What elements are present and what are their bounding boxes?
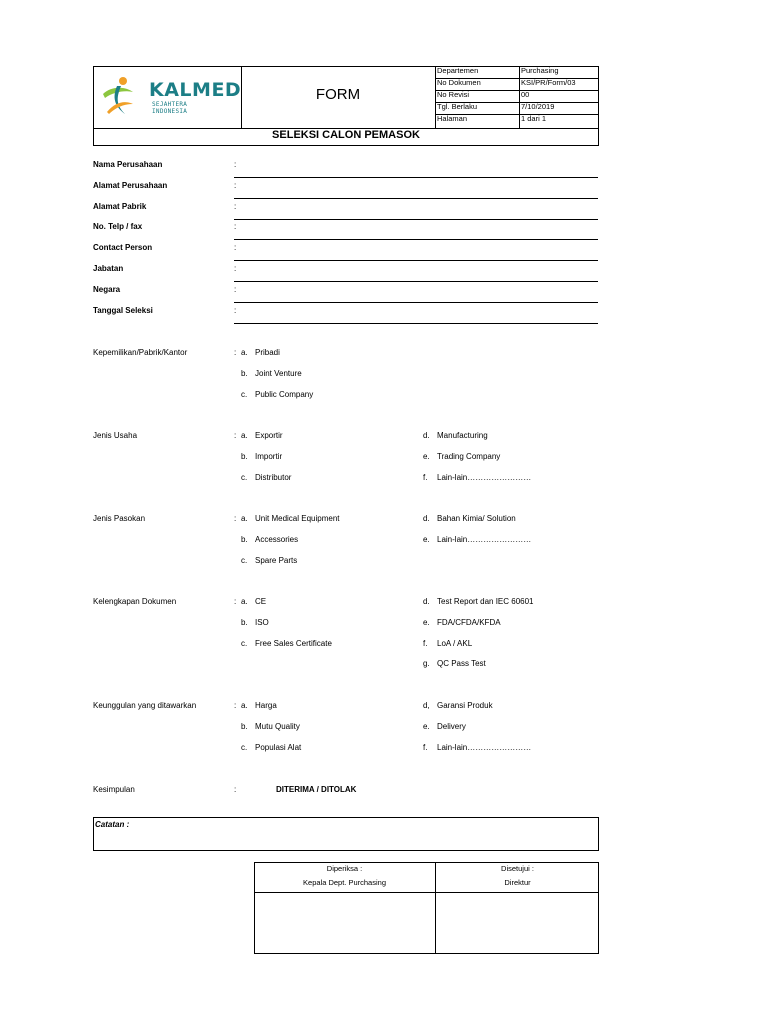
option-letter: d. bbox=[423, 514, 430, 523]
meta-value: 7/10/2019 bbox=[521, 102, 555, 111]
option-text[interactable]: Populasi Alat bbox=[255, 742, 302, 752]
option-letter: c. bbox=[241, 389, 248, 399]
section-sep: : bbox=[234, 348, 237, 357]
option-letter: e. bbox=[423, 617, 430, 627]
option-text[interactable]: Public Company bbox=[255, 389, 314, 399]
meta-value: 00 bbox=[521, 90, 530, 99]
conclusion-label: Kesimpulan bbox=[93, 785, 135, 794]
field-input-line[interactable] bbox=[234, 177, 598, 178]
meta-label: Halaman bbox=[437, 114, 468, 123]
option-letter: a. bbox=[241, 701, 248, 710]
option-letter: a. bbox=[241, 348, 248, 357]
section-sep: : bbox=[234, 701, 237, 710]
form-subtitle: SELEKSI CALON PEMASOK bbox=[272, 129, 420, 141]
section-label-kepemilikan: Kepemilikan/Pabrik/Kantor bbox=[93, 348, 188, 357]
meta-value: KSI/PR/Form/03 bbox=[521, 78, 576, 87]
option-letter: d, bbox=[423, 701, 430, 710]
form-title: FORM bbox=[315, 86, 361, 103]
option-text[interactable]: Manufacturing bbox=[437, 431, 488, 440]
field-sep: : bbox=[234, 284, 237, 294]
header-divider-meta-col bbox=[519, 66, 520, 129]
option-letter: e. bbox=[423, 451, 430, 461]
option-text[interactable]: Lain-lain…………………… bbox=[437, 742, 532, 752]
field-sep: : bbox=[234, 305, 237, 315]
option-text[interactable]: Lain-lain…………………… bbox=[437, 472, 532, 482]
option-text[interactable]: Importir bbox=[255, 451, 283, 461]
checked-title: Diperiksa : bbox=[326, 864, 363, 873]
option-letter: b. bbox=[241, 451, 248, 461]
checked-role: Kepala Dept. Purchasing bbox=[303, 878, 386, 887]
option-text[interactable]: FDA/CFDA/KFDA bbox=[437, 617, 501, 627]
option-text[interactable]: Spare Parts bbox=[255, 555, 298, 565]
option-letter: d. bbox=[423, 597, 430, 606]
checked-signature-area[interactable] bbox=[255, 893, 434, 953]
field-label: Jabatan bbox=[93, 264, 124, 273]
field-label: Contact Person bbox=[93, 243, 153, 253]
company-logo bbox=[97, 70, 242, 120]
option-text[interactable]: Accessories bbox=[255, 534, 299, 544]
option-text[interactable]: Delivery bbox=[437, 721, 466, 731]
field-sep: : bbox=[234, 160, 237, 169]
option-letter: b. bbox=[241, 617, 248, 627]
section-sep: : bbox=[234, 514, 237, 523]
field-sep: : bbox=[234, 222, 237, 232]
option-letter: f. bbox=[423, 472, 428, 482]
conclusion-value[interactable]: DITERIMA / DITOLAK bbox=[276, 785, 357, 794]
option-text[interactable]: Garansi Produk bbox=[437, 701, 493, 710]
option-letter: d. bbox=[423, 431, 430, 440]
approval-divider bbox=[435, 862, 436, 954]
option-text[interactable]: Trading Company bbox=[437, 451, 501, 461]
field-sep: : bbox=[234, 264, 237, 273]
option-letter: a. bbox=[241, 431, 248, 440]
option-letter: c. bbox=[241, 742, 248, 752]
option-letter: a. bbox=[241, 597, 248, 606]
option-letter: f. bbox=[423, 638, 428, 648]
field-label: Alamat Perusahaan bbox=[93, 180, 168, 190]
section-label-keunggulan: Keunggulan yang ditawarkan bbox=[93, 701, 197, 710]
meta-label: No Revisi bbox=[437, 90, 470, 99]
option-text[interactable]: Lain-lain…………………… bbox=[437, 534, 532, 544]
section-label-kelengkapan: Kelengkapan Dokumen bbox=[93, 597, 177, 606]
field-input-line[interactable] bbox=[234, 219, 598, 220]
approved-signature-area[interactable] bbox=[437, 893, 598, 953]
approved-title: Disetujui : bbox=[501, 864, 534, 873]
option-letter: b. bbox=[241, 721, 248, 731]
field-sep: : bbox=[234, 201, 237, 211]
option-text[interactable]: Mutu Quality bbox=[255, 721, 300, 731]
option-text[interactable]: ISO bbox=[255, 617, 269, 627]
field-label: No. Telp / fax bbox=[93, 222, 143, 232]
option-letter: g. bbox=[423, 659, 430, 669]
option-letter: a. bbox=[241, 514, 248, 523]
meta-label: Tgl. Berlaku bbox=[437, 102, 478, 111]
option-text[interactable]: Exportir bbox=[255, 431, 283, 440]
logo-figure-icon bbox=[99, 72, 137, 118]
option-letter: e. bbox=[423, 534, 430, 544]
option-text[interactable]: Pribadi bbox=[255, 348, 280, 357]
field-label: Alamat Pabrik bbox=[93, 201, 147, 211]
option-letter: c. bbox=[241, 638, 248, 648]
field-input-line[interactable] bbox=[234, 239, 598, 240]
field-label: Negara bbox=[93, 284, 121, 294]
option-letter: e. bbox=[423, 721, 430, 731]
meta-label: No Dokumen bbox=[437, 78, 481, 87]
approved-role: Direktur bbox=[504, 878, 531, 887]
field-label: Nama Perusahaan bbox=[93, 160, 163, 169]
meta-value: 1 dari 1 bbox=[521, 114, 547, 123]
option-text[interactable]: Harga bbox=[255, 701, 277, 710]
option-text[interactable]: QC Pass Test bbox=[437, 659, 486, 669]
option-text[interactable]: Unit Medical Equipment bbox=[255, 514, 340, 523]
option-text[interactable]: Joint Venture bbox=[255, 368, 302, 378]
option-letter: c. bbox=[241, 555, 248, 565]
notes-box[interactable] bbox=[93, 817, 599, 851]
option-letter: c. bbox=[241, 472, 248, 482]
option-text[interactable]: Free Sales Certificate bbox=[255, 638, 332, 648]
option-text[interactable]: Distributor bbox=[255, 472, 292, 482]
option-text[interactable]: Bahan Kimia/ Solution bbox=[437, 514, 516, 523]
option-text[interactable]: CE bbox=[255, 597, 267, 606]
section-label-jenis-usaha: Jenis Usaha bbox=[93, 431, 138, 440]
section-sep: : bbox=[234, 597, 237, 606]
option-letter: b. bbox=[241, 368, 248, 378]
notes-label: Catatan : bbox=[95, 820, 130, 829]
option-text[interactable]: Test Report dan IEC 60601 bbox=[437, 597, 534, 606]
conclusion-sep: : bbox=[234, 785, 237, 794]
logo-company-sub: SEJAHTERA INDONESIA bbox=[152, 101, 188, 115]
logo-company-name: KALMED bbox=[149, 79, 242, 101]
option-letter: b. bbox=[241, 534, 248, 544]
field-input-line[interactable] bbox=[234, 198, 598, 199]
field-input-line[interactable] bbox=[234, 260, 598, 261]
field-label: Tanggal Seleksi bbox=[93, 305, 153, 315]
header-divider-meta bbox=[435, 66, 436, 129]
field-input-line[interactable] bbox=[234, 302, 598, 303]
meta-value: Purchasing bbox=[521, 66, 559, 75]
field-sep: : bbox=[234, 243, 237, 253]
option-letter: f. bbox=[423, 742, 428, 752]
field-sep: : bbox=[234, 180, 237, 190]
option-text[interactable]: LoA / AKL bbox=[437, 638, 473, 648]
meta-label: Departemen bbox=[437, 66, 479, 75]
section-sep: : bbox=[234, 431, 237, 440]
field-input-line[interactable] bbox=[234, 281, 598, 282]
section-label-jenis-pasokan: Jenis Pasokan bbox=[93, 514, 146, 523]
field-input-line[interactable] bbox=[234, 323, 598, 324]
